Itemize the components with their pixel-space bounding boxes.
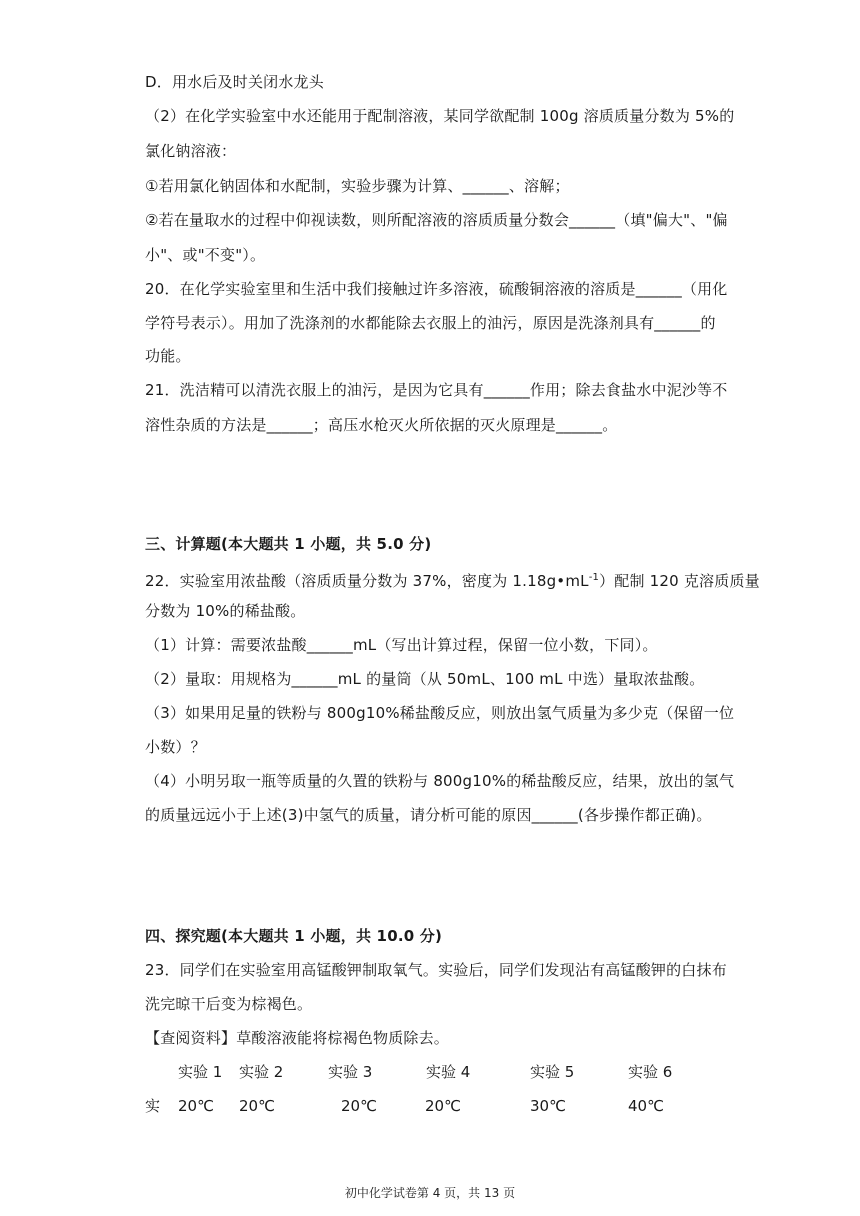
table-cell: 20℃ <box>178 1097 214 1115</box>
section3-heading: 三、计算题(本大题共 1 小题，共 5.0 分) <box>145 535 432 553</box>
table-header-cell: 实验 3 <box>328 1063 373 1081</box>
experiment-table <box>145 1062 705 1122</box>
table-row-label: 实 <box>145 1097 161 1115</box>
q20-line2: 学符号表示）。用加了洗涤剂的水都能除去衣服上的油污，原因是洗涤剂具有______的 <box>145 314 716 332</box>
q22-part3-line2: 小数）？ <box>145 738 206 756</box>
q19-part2-line2: 氯化钠溶液： <box>145 142 237 160</box>
table-header-cell: 实验 1 <box>178 1063 223 1081</box>
q22-part4-line1: （4）小明另取一瓶等质量的久置的铁粉与 800g10%的稀盐酸反应，结果，放出的氢气 <box>145 772 735 790</box>
q20-line3: 功能。 <box>145 347 191 365</box>
q22-line1-text-b: ）配制 120 克溶质质量 <box>599 572 760 590</box>
q22-part3-line1: （3）如果用足量的铁粉与 800g10%稀盐酸反应，则放出氢气质量为多少克（保留一位 <box>145 704 735 722</box>
section4-heading: 四、探究题(本大题共 1 小题，共 10.0 分) <box>145 927 443 945</box>
q22-part2: （2）量取：用规格为______mL 的量筒（从 50mL、100 mL 中选）量取浓盐酸。 <box>145 670 705 688</box>
table-header-cell: 实验 6 <box>628 1063 673 1081</box>
q22-superscript: -1 <box>588 572 600 583</box>
table-cell: 20℃ <box>239 1097 275 1115</box>
q21-line2: 溶性杂质的方法是______；高压水枪灭火所依据的灭火原理是______。 <box>145 416 618 434</box>
page-footer: 初中化学试卷第 4 页，共 13 页 <box>344 1186 516 1200</box>
q19-part2-item1: ①若用氯化钠固体和水配制，实验步骤为计算、______、溶解； <box>145 177 570 195</box>
table-cell: 20℃ <box>425 1097 461 1115</box>
q22-line2: 分数为 10%的稀盐酸。 <box>145 602 306 620</box>
q20-line1: 20．在化学实验室里和生活中我们接触过许多溶液，硫酸铜溶液的溶质是______（用化 <box>145 280 728 298</box>
table-header-cell: 实验 4 <box>426 1063 471 1081</box>
option-d: D．用水后及时关闭水龙头 <box>145 73 324 91</box>
q22-line1 <box>145 568 760 591</box>
table-cell: 30℃ <box>530 1097 566 1115</box>
table-cell: 40℃ <box>628 1097 664 1115</box>
q22-part4-line2: 的质量远远小于上述(3)中氢气的质量，请分析可能的原因______(各步操作都正确)。 <box>145 806 712 824</box>
table-header-cell: 实验 5 <box>530 1063 575 1081</box>
q19-part2-item2: ②若在量取水的过程中仰视读数，则所配溶液的溶质质量分数会______（填"偏大"、"偏 <box>145 211 728 229</box>
q21-line1: 21．洗洁精可以清洗衣服上的油污，是因为它具有______作用；除去食盐水中泥沙等不 <box>145 381 728 399</box>
table-cell: 20℃ <box>341 1097 377 1115</box>
q19-part2-line1: （2）在化学实验室中水还能用于配制溶液，某同学欲配制 100g 溶质质量分数为 5%的 <box>145 107 735 125</box>
q23-reference-note: 【查阅资料】草酸溶液能将棕褐色物质除去。 <box>145 1029 450 1047</box>
q23-line2: 洗完晾干后变为棕褐色。 <box>145 995 313 1013</box>
q23-line1: 23．同学们在实验室用高锰酸钾制取氧气。实验后，同学们发现沾有高锰酸钾的白抹布 <box>145 961 727 979</box>
q22-line1-text-a: 22．实验室用浓盐酸（溶质质量分数为 37%，密度为 1.18g•mL <box>145 572 589 590</box>
q22-part1: （1）计算：需要浓盐酸______mL（写出计算过程，保留一位小数，下同）。 <box>145 636 658 654</box>
q19-part2-item2-cont: 小"、或"不变"）。 <box>145 246 266 264</box>
table-header-cell: 实验 2 <box>239 1063 284 1081</box>
